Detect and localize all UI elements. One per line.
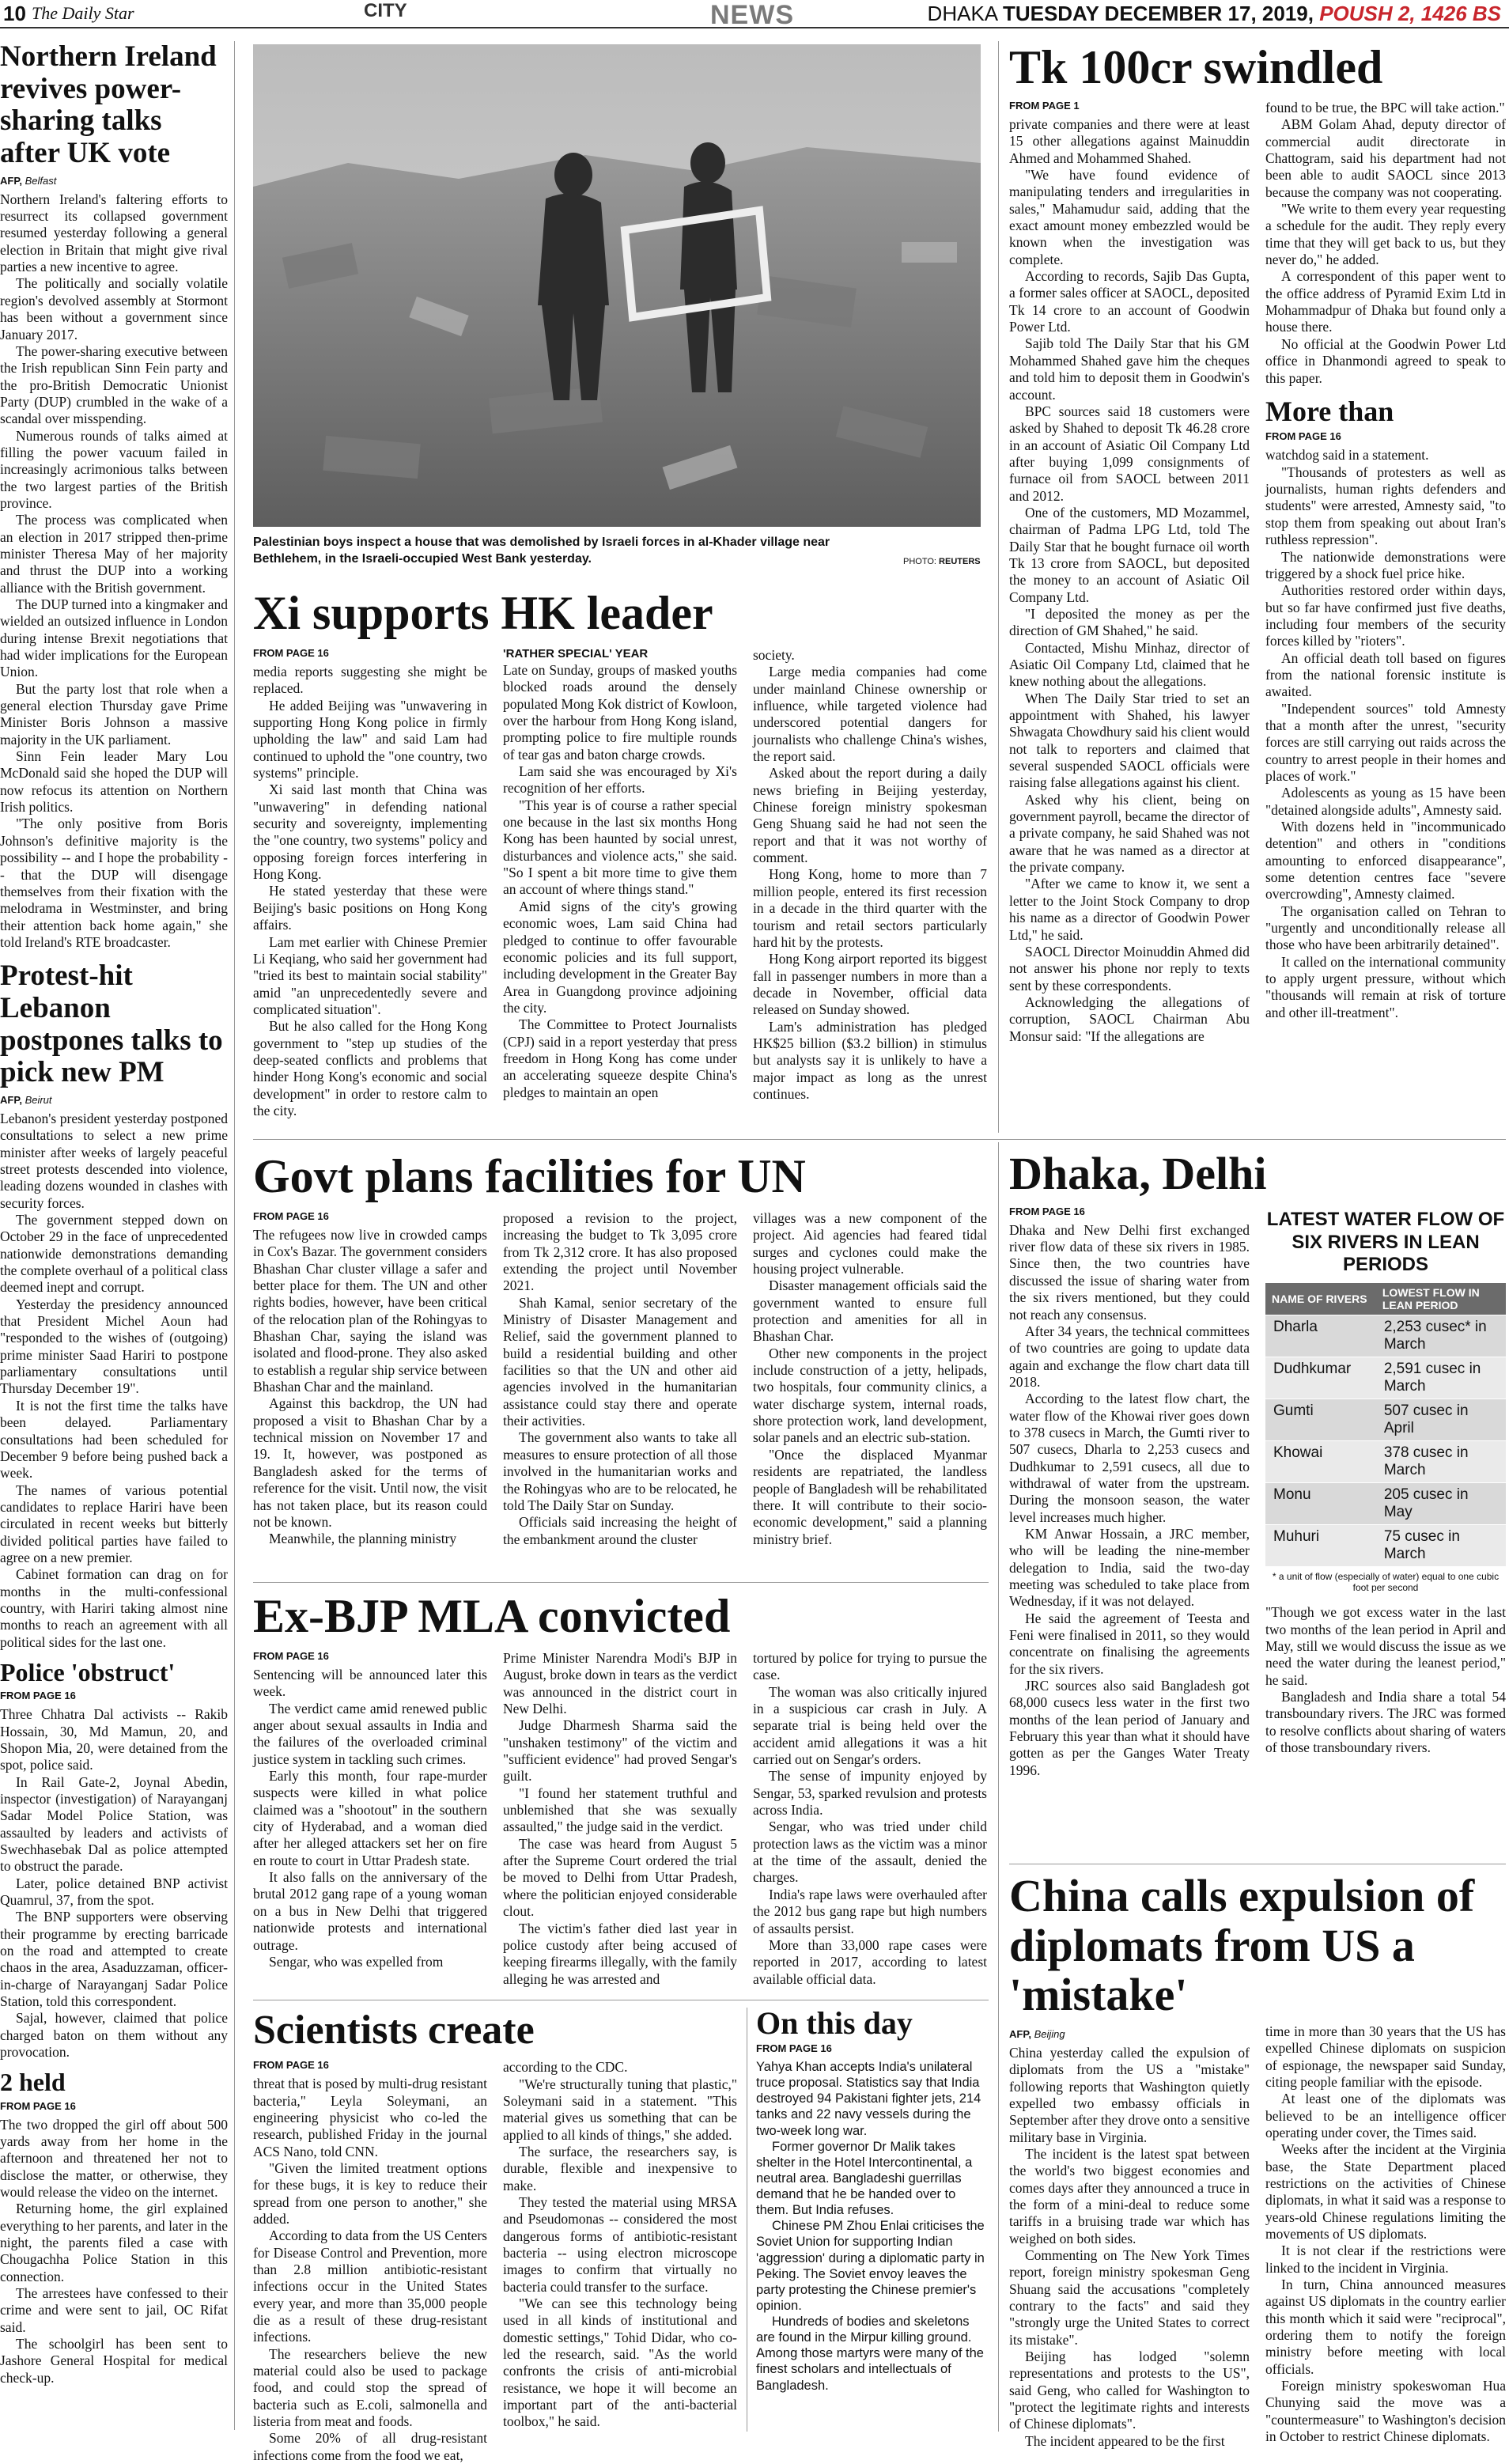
water-flow-table-box [1265,1209,1506,1593]
paragraph: Sengar, who was tried under child protection laws as the victim was a minor at the time of the assault, denied the charges. [753,1819,987,1886]
paragraph: "Independent sources" told Amnesty that a month after the unrest, "security forces are still carrying out raids across the country to arrest people in their homes and places of work." [1265,700,1506,784]
river-name: Monu [1265,1483,1376,1525]
paragraph: tortured by police for trying to pursue the case. [753,1650,987,1683]
paragraph: SAOCL Director Moinuddin Ahmed did not answer his phone nor reply to texts sent by these correspondents. [1009,943,1250,994]
dateline-city: DHAKA [927,2,997,25]
paragraph: Xi said last month that China was "unwavering" in defending national security and sovereignty, implementing the "one country, two systems" policy and opposing foreign forces interfering in Hong Kong. [253,782,487,883]
paragraph: society. [753,647,795,663]
paragraph: Chinese PM Zhou Enlai criticises the Soviet Union for supporting Indian 'aggression' during a diplomatic party in Peking. The Soviet envoy leaves the party protesting the Chinese premier's opinion. [756,2219,985,2313]
article-headline: Dhaka, Delhi [1009,1148,1267,1199]
article-column [253,1210,487,1548]
paragraph: Northern Ireland's faltering efforts to resurrect its collapsed government resumed yesterday following a general election in Britain that might give rival parties a new incentive to agree. [0,191,228,275]
river-flow: 2,591 cusec in March [1376,1357,1506,1399]
column-divider [234,41,235,2430]
paragraph: villages was a new component of the project. Aid agencies had feared tidal surges and cyclones could make the housing project vulnerable. [753,1210,987,1277]
article-byline: FROM PAGE 16 [0,2099,76,2112]
paragraph: "This year is of course a rather special one because in the last six months Hong Kong has been haunted by social unrest, disturbances and violence acts," she said. "So I spent a bit more time to give them an account of where things stand." [503,797,737,898]
article-column [503,1210,737,1548]
table-row [1265,1399,1506,1441]
agency: AFP, [0,174,22,187]
paragraph: Sinn Fein leader Mary Lou McDonald said she hoped the DUP will now refocus its attention on Northern Irish politics. [0,748,228,816]
table-row [1265,1483,1506,1525]
article-dhaka-delhi [1009,1149,1506,1860]
article-headline: More than [1265,395,1394,427]
article-body [0,2117,228,2387]
article-column [253,1650,487,1988]
article-byline: FROM PAGE 16 [1265,430,1341,443]
paragraph: BPC sources said 18 customers were asked by Shahed to deposit Tk 46.28 crore in an account of Asiatic Oil Company Ltd after buying 1,099 consignments of furnace oil from SAOCL between 2011 and 2012. [1009,403,1250,504]
paragraph: A correspondent of this paper went to the office address of Pyramid Exim Ltd in Mohammadpur of Dhaka but found only a house there. [1265,268,1506,335]
article-body [253,1227,487,1548]
paragraph: The researchers believe the new material could also be used to package food, and could stop the spread of bacteria such as E.coli, salmonella and listeria from meat and foods. [253,2345,487,2430]
paragraph: He added Beijing was "unwavering in supporting Hong Kong police in firmly upholding the law" and said Lam had continued to uphold the "one country, two systems" principle. [253,697,487,782]
article-body [1265,1604,1506,1756]
paragraph: Beijing has lodged "solemn representations and protests to the US", said Geng, who called for Washington to "protect the legitimate rights and interests of Chinese diplomats". [1009,2349,1250,2432]
paragraph: According to data from the US Centers for Disease Control and Prevention, more than 2.8 million antibiotic-resistant infections occur in the United States every year, and more than 35,000 people die as a result of these drug-resistant infections. [253,2227,487,2345]
paragraph: Former governor Dr Malik takes shelter in the Hotel Intercontinental, a neutral area. Bangladeshi guerrillas demand that he be handed over to them. But India refuses. [756,2139,973,2218]
paragraph: Hong Kong, home to more than 7 million people, entered its first recession in a decade in the third quarter with the tourism and retail sectors particularly hard hit by the protests. [753,866,987,950]
place: Belfast [25,174,57,187]
article-headline: Police 'obstruct' [0,1657,176,1686]
paragraph: Lam met earlier with Chinese Premier Li Keqiang, who said her government had "tried its best to maintain social stability" amid "an unprecedentedly severe and complicated situation". [253,933,487,1017]
article-column [503,1650,737,1988]
article-byline: FROM PAGE 16 [253,647,329,659]
article-headline: Xi supports HK leader [253,587,713,639]
agency: AFP, [1009,2027,1031,2040]
river-flow: 507 cusec in April [1376,1399,1506,1441]
article-byline: FROM PAGE 1 [1009,100,1080,112]
paragraph: He stated yesterday that these were Beijing's basic positions on Hong Kong affairs. [253,883,487,933]
paragraph: The verdict came amid renewed public anger about sexual assaults in India and the failures of the overloaded criminal justice system in tackling such crimes. [253,1700,487,1767]
paragraph: "We can see this technology being used in all kinds of institutional and domestic settings," Tohid Didar, who co-led the research, said. "As the world confronts the crisis of anti-microbial resistance, we hope it will become an important part of the anti-bacterial toolbox," he said. [503,2296,737,2430]
table-row [1265,1357,1506,1399]
paragraph: Three Chhatra Dal activists -- Rakib Hossain, 30, Md Mamun, 20, and Shopon Mia, 20, were detained from the spot, police said. [0,1706,228,1773]
paragraph: Acknowledging the allegations of corruption, SAOCL Chairman Abu Monsur said: "If the allegations are [1009,994,1250,1044]
paragraph: JRC sources also said Bangladesh got 68,000 cusecs less water in the first two months of the lean period of January and February this year than what it should have gotten as per the Ganges Water Treaty 1996. [1009,1678,1250,1778]
article-body [1009,116,1250,1045]
article-scientists [253,2008,737,2463]
article-byline: FROM PAGE 16 [756,2042,832,2054]
article-body [253,664,487,1119]
paragraph: threat that is posed by multi-drug resistant bacteria," Leyla Soleymani, an engineering physicist who co-led the research, published Friday in the journal ACS Nano, told CNN. [253,2076,487,2159]
paragraph: Meanwhile, the planning ministry [269,1531,457,1547]
paragraph: The sense of impunity enjoyed by Sengar, 53, sparked revulsion and protests across India. [753,1768,987,1819]
article-column [253,647,487,1119]
paragraph: media reports suggesting she might be replaced. [253,664,487,697]
article-body [503,2059,737,2431]
article-headline: Tk 100cr swindled [1009,41,1383,93]
water-flow-table [1265,1283,1506,1566]
river-name: Khowai [1265,1441,1376,1483]
agency: AFP, [0,1093,22,1106]
river-name: Dudhkumar [1265,1357,1376,1399]
article-headline: 2 held [0,2068,66,2097]
paragraph: Later, police detained BNP activist Quamrul, 37, from the spot. [0,1875,228,1908]
paragraph: The power-sharing executive between the Irish republican Sinn Fein party and the pro-British Democratic Unionist Party (DUP) crumbled in the wake of a scandal over misspending. [0,343,228,427]
article-byline: FROM PAGE 16 [253,2059,329,2072]
article-xi [253,587,989,1125]
article-tk-swindled [1009,41,1506,1133]
paragraph: proposed a revision to the project, increasing the budget to Tk 3,095 crore from Tk 2,312 crore. It has also proposed extending the project until November 2021. [503,1210,737,1294]
river-flow: 2,253 cusec* in March [1376,1315,1506,1357]
subheading: 'RATHER SPECIAL' YEAR [503,647,649,660]
paragraph: "Given the limited treatment options for these bugs, it is key to reduce their spread from one person to another," she added. [253,2159,487,2227]
table-header: LOWEST FLOW IN LEAN PERIOD [1376,1283,1506,1315]
paragraph: But the party lost that role when a general election Thursday gave Prime Minister Boris Johnson a massive majority in the UK parliament. [0,680,228,748]
paragraph: Asked about the report during a daily news briefing in Beijing yesterday, Chinese foreign ministry spokesman Geng Shuang said he had not seen the report and that it was not worthy of comment. [753,765,987,866]
paragraph: The schoolgirl has been sent to Jashore General Hospital for medical check-up. [0,2336,228,2386]
article-column [1009,2023,1250,2450]
paragraph: Other new components in the project include construction of a jetty, helipads, two hospitals, four community clinics, a water discharge system, internal roads, shore protection work, land development, solar panels and an electric sub-station. [753,1345,987,1446]
demolished-house-photo [253,44,981,527]
article-column [503,647,737,1119]
left-column [0,41,228,2430]
news-photo [253,44,981,527]
paragraph: The incident is the latest spat between the world's two biggest economies and comes days after they announced a truce in the form of a mini-deal to reduce some tariffs in a bruising trade war which has weighed on both sides. [1009,2145,1250,2246]
article-body [503,1650,737,1988]
paragraph: watchdog said in a statement. [1265,447,1429,464]
paragraph: Returning home, the girl explained everything to her parents, and later in the night, the parents filed a case with Chougachha Police Station in this connection. [0,2201,228,2284]
river-flow: 205 cusec in May [1376,1483,1506,1525]
article-body [753,1650,987,1988]
paragraph: According to the latest flow chart, the water flow of the Khowai river goes down to 378 cusecs in March, the Gumti river to 507 cusecs, Dharla to 2,253 cusecs and Dudhkumar to 2,591 cusecs, all due to withdrawal of water from the upstream. During the monsoon season, the water level increases much higher. [1009,1391,1250,1525]
paragraph: It also falls on the anniversary of the brutal 2012 gang rape of a young woman on a bus in New Delhi that triggered nationwide protests and international outrage. [253,1869,487,1953]
paragraph: time in more than 30 years that the US has expelled Chinese diplomats on suspicion of espionage, the newspaper said Sunday, citing people familiar with the episode. [1265,2023,1506,2090]
table-row [1265,1525,1506,1567]
paragraph: The politically and socially volatile region's devolved assembly at Stormont has been without a government since January 2017. [0,275,228,343]
paragraph: One of the customers, MD Mozammel, chairman of Padma LPG Ltd, told The Daily Star that he bought furnace oil worth Tk 13 crore from SAOCL, but deposited the money to an account of Asiatic Oil Company Ltd. [1009,504,1250,605]
paragraph: "We have found evidence of manipulating tenders and irregularities in sales," Mahamudur said, adding that the exact amount money embezzled would be known when the investigation was complete. [1009,167,1250,267]
table-row [1265,1441,1506,1483]
article-body [753,647,987,1103]
article-byline: FROM PAGE 16 [253,1650,329,1662]
article-headline: China calls expulsion of diplomats from US a 'mistake' [1009,1870,1475,2021]
article-column [753,1210,987,1548]
paragraph: "I found her statement truthful and unblemished that she was sexually assaulted," the judge said in the verdict. [503,1785,737,1835]
paragraph: Numerous rounds of talks aimed at filling the power vacuum failed in increasingly acrimonious talks between the two largest parties of the British province. [0,427,228,511]
article-body [1265,2023,1506,2446]
paragraph: Against this backdrop, the UN had proposed a visit to Bhashan Char by a technical mission on November 17 and 19. It, however, was postponed as Bangladesh asked for the terms of reference for the visit. Until now, the visit has not taken place, but its reason could not be known. [253,1395,487,1530]
paragraph: Authorities restored order within days, but so far have confirmed just five deaths, including four members of the security forces killed by "rioters". [1265,582,1506,649]
column-divider [998,41,999,1133]
place: Beijing [1034,2027,1065,2040]
dateline-date: TUESDAY DECEMBER 17, 2019, [1002,2,1314,25]
paragraph: Amid signs of the city's growing economic woes, Lam said China had pledged to continue to offer favourable economic policies and its full support, including development in the Greater Bay Area in Guangdong province adjoining the city. [503,898,737,1016]
paragraph: "After we came to know it, we sent a letter to the Joint Stock Company to drop his name as a director of Goodwin Power Ltd," he said. [1009,876,1250,943]
article-body [1265,447,1506,1021]
river-name: Muhuri [1265,1525,1376,1567]
paragraph: Cabinet formation can drag on for months in the multi-confessional country, with Hariri taking almost nine months to reach an agreement with all political sides for the last one. [0,1566,228,1650]
article-headline: Northern Ireland revives power-sharing talks after UK vote [0,40,217,170]
paragraph: Commenting on The New York Times report, foreign ministry spokesman Geng Shuang said the accusations "completely contrary to the facts" and said they "strongly urge the United States to correct its mistake". [1009,2247,1250,2348]
paragraph: "Though we got excess water in the last two months of the lean period in April and May, still we would discuss the issue as we need the water during the leanest period," he said. [1265,1604,1506,1688]
paragraph: The DUP turned into a kingmaker and wielded an outsized influence in London during intense Brexit negotiations that had wider implications for the European Union. [0,596,228,680]
article-headline: Scientists create [253,2008,535,2053]
paragraph: According to records, Sajib Das Gupta, a former sales officer at SAOCL, deposited Tk 14 crore to an account of Goodwin Power Ltd. [1009,268,1250,335]
article-column [1009,100,1250,1045]
article-column [753,647,987,1119]
river-name: Gumti [1265,1399,1376,1441]
paragraph: The woman was also critically injured in a suspicious car crash in July. A separate trial is being held over the accident amid allegations it was a hit carried out on Sengar's orders. [753,1683,987,1768]
paragraph: Early this month, four rape-murder suspects were killed in what police claimed was a "shootout" in the southern city of Hyderabad, and a woman died after her alleged attackers set her on fire en route to court in Uttar Pradesh state. [253,1768,487,1868]
table-note: * a unit of flow (especially of water) equal to one cubic foot per second [1272,1571,1500,1594]
river-flow: 75 cusec in March [1376,1525,1506,1567]
paragraph: "The only positive from Boris Johnson's definitive majority is the possibility -- and I hope the probability -- that the DUP will disengage themselves from their fixation with the melodrama in Westminster, and bring their attention back home again," she told Ireland's RTE broadcaster. [0,816,228,950]
paragraph: Foreign ministry spokeswoman Hua Chunying said the move was a "countermeasure" to Washington's decision in October to restrict Chinese diplomats. [1265,2378,1506,2445]
article-body [753,1210,987,1548]
article-body [1009,2045,1250,2450]
dateline [928,2,1501,26]
paragraph: Sentencing will be announced later this week. [253,1667,487,1700]
paragraph: Late on Sunday, groups of masked youths blocked roads around the densely populated Mong Kok district of Kowloon, over the harbour from Hong Kong island, prompting police to fire multiple rounds of tear gas and baton charge crowds. [503,662,737,763]
paragraph: "Thousands of protesters as well as journalists, human rights defenders and students" were arrested, Amnesty said, "to stop them from speaking out about Iran's ruthless repression". [1265,464,1506,548]
article-headline: Ex-BJP MLA convicted [253,1590,731,1642]
paragraph: Yesterday the presidency announced that President Michel Aoun had "responded to the wishes of (outgoing) prime minister Saad Hariri to postpone parliamentary consultations until Thursday December 19". [0,1296,228,1397]
paragraph: When The Daily Star tried to set an appointment with Shahed, his lawyer Shwagata Chowdhury said his client would not talk to reporters and claimed that several suspended SAOCL officials were raising false allegations against his client. [1009,690,1250,791]
paragraph: The process was complicated when an election in 2017 stripped then-prime minister Theresa May of her majority and thrust the DUP into a working alliance with the British government. [0,512,228,596]
paragraph: With dozens held in "incommunicado detention" and others in "conditions amounting to enforced disappearance", some detention centres face "severe overcrowding", Amnesty claimed. [1265,819,1506,903]
article-headline: Govt plans facilities for UN [253,1150,806,1202]
paragraph: "I deposited the money as per the direction of GM Shahed," he said. [1009,605,1250,639]
article-column [253,2059,487,2464]
article-ex-bjp [253,1590,989,2001]
article-column [1265,1206,1506,1779]
paragraph: In turn, China announced measures against US diplomats in the country earlier this month which it said were "reciprocal", ordering them to notify the foreign ministry before meeting with local officials. [1265,2277,1506,2377]
credit-label: PHOTO: [903,557,936,566]
paragraph: Prime Minister Narendra Modi's BJP in August, broke down in tears as the verdict was announced in the district court in New Delhi. [503,1650,737,1717]
section-rule [253,1582,989,1583]
article-body [756,2059,989,2394]
paragraph: Some 20% of all drug-resistant infections come from the food we eat, [253,2430,487,2463]
paragraph: Asked why his client, being on government payroll, became the director of a private company, he said Shahed was not aware that he was named as a director at the private company. [1009,791,1250,876]
paragraph: At least one of the diplomats was believed to be an intelligence officer operating under cover, the Times said. [1265,2091,1506,2140]
article-body [253,2076,487,2464]
article-body [1265,100,1506,387]
paragraph: The organisation called on Tehran to "urgently and unconditionally release all those who have been arbitrarily detained". [1265,903,1506,953]
paragraph: The names of various potential candidates to replace Hariri have been circulated in recent weeks but bitterly divided political parties have failed to agree on a new premier. [0,1482,228,1565]
article-column [1009,1206,1250,1779]
on-this-day-box [756,2006,989,2433]
paragraph: Judge Dharmesh Sharma said the "unshaken testimony" of the victim and "sufficient evidence" had proved Sengar's guilt. [503,1717,737,1785]
paragraph: After 34 years, the technical committees of two countries are going to update data again and exchange the flow chart data till 2018. [1009,1323,1250,1390]
paragraph: found to be true, the BPC will take action." [1265,100,1505,115]
paragraph: The BNP supporters were observing their programme by erecting barricade on the road and attempted to create chaos in the area, Asaduzzaman, officer-in-charge of Narayanganj Sadar Police Station, told this correspondent. [0,1909,228,2009]
paragraph: It is not clear if the restrictions were linked to the incident in Virginia. [1265,2243,1506,2276]
paragraph: The surface, the researchers say, is durable, flexible and inexpensive to make. [503,2143,737,2193]
article-headline: Protest-hit Lebanon postpones talks to pick new PM [0,959,223,1089]
paragraph: No official at the Goodwin Power Ltd office in Dhanmondi agreed to speak to this paper. [1265,335,1506,386]
paragraph: The nationwide demonstrations were triggered by a shock fuel price hike. [1265,548,1506,581]
table-header: NAME OF RIVERS [1265,1283,1376,1315]
paragraph: In Rail Gate-2, Joynal Abedin, inspector (investigation) of Narayanganj Sadar Model Police Station, was assaulted by leaders and activists of Swechhasebak Dal as police attempted to obstruct the parade. [0,1773,228,1875]
article-body [253,1667,487,1970]
paragraph: Dhaka and New Delhi first exchanged river flow data of these six rivers in 1985. Since then, the two countries have discussed the issue of sharing water from the six rivers mentioned, but they could not reach any consensus. [1009,1221,1250,1323]
paragraph: India's rape laws were overhauled after the 2012 bus gang rape but high numbers of assaults persist. [753,1886,987,1936]
paragraph: The victim's father died last year in police custody after being accused of keeping firearms illegally, with the family alleging he was arrested and [503,1920,737,1987]
paragraph: Lam's administration has pledged HK$25 billion ($3.2 billion) in stimulus but analysts say it is unlikely to have a major impact as long as the unrest continues. [753,1018,987,1102]
article-byline: FROM PAGE 16 [1009,1205,1085,1217]
article-body [1009,1222,1250,1779]
section-rule [253,1139,1506,1140]
table-row [1265,1315,1506,1357]
paragraph: He said the agreement of Teesta and Feni were finalised in 2011, so they would concentrate on finalising the agreements for the six rivers. [1009,1610,1250,1677]
article-column [1265,100,1506,1045]
paragraph: Yahya Khan accepts India's unilateral truce proposal. Statistics say that India destroyed 94 Pakistani fighter jets, 214 tanks and 22 navy vessels during the two-week long war. [756,2060,981,2138]
article-china [1009,1870,1506,2449]
article-headline: On this day [756,2005,913,2041]
article-dateline [0,175,228,187]
masthead: The Daily Star [32,3,134,23]
article-body [0,1706,228,2061]
paragraph: Sajal, however, claimed that police charged baton on them without any provocation. [0,2010,228,2061]
article-byline: FROM PAGE 16 [0,1690,76,1702]
paragraph: The incident appeared to be the first [1025,2432,1225,2449]
paragraph: The two dropped the girl off about 500 yards away from her home in the afternoon and threatened her not to disclose the matter, or otherwise, they would release the video on the internet. [0,2116,228,2200]
photo-caption: Palestinian boys inspect a house that was demolished by Israeli forces in al-Khader village near Bethlehem, in the Israeli-occupied West Bank yesterday. [253,536,830,566]
paragraph: The Committee to Protect Journalists (CPJ) said in a report yesterday that press freedom in Hong Kong has come under an accelerating squeeze despite China's pledges to maintain an open [503,1016,737,1100]
river-flow: 378 cusec in March [1376,1441,1506,1483]
paragraph: More than 33,000 rape cases were reported in 2017, according to latest available official data. [753,1936,987,1987]
article-dateline [0,1094,228,1106]
river-name: Dharla [1265,1315,1376,1357]
paragraph: Shah Kamal, senior secretary of the Ministry of Disaster Management and Relief, said the government planned to build a residential building and other facilities so that the UN and other aid agencies involved in the humanitarian assistance could stay there and operate their activities. [503,1294,737,1429]
paragraph: KM Anwar Hossain, a JRC member, who will be leading the nine-member delegation to India, said the two-day meeting was scheduled to take place from Wednesday, if it was not delayed. [1009,1525,1250,1610]
paragraph: "We write to them every year requesting a schedule for the audit. They reply every time that they will get back to us, but they never do," he added. [1265,201,1506,268]
table-title: LATEST WATER FLOW OF SIX RIVERS IN LEAN PERIODS [1266,1208,1505,1276]
paragraph: Adolescents as young as 15 have been "detained alongside adults", Amnesty said. [1265,785,1506,818]
paragraph: They tested the material using MRSA and Pseudomonas -- considered the most dangerous forms of antibiotic-resistant bacteria -- using electron microscope images to confirm that virtually no bacteria could transfer to the surface. [503,2193,737,2295]
article-column [1265,2023,1506,2450]
paragraph: The arrestees have confessed to their crime and were sent to jail, OC Rifat said. [0,2285,228,2335]
paragraph: "We're structurally tuning that plastic," Soleymani said in a statement. "This material gives us something that can be applied to all kinds of things," she added. [503,2076,737,2143]
paragraph: ABM Golam Ahad, deputy director of commercial audit directorate in Chattogram, said his department had not been able to audit SAOCL since 2013 because the company was not cooperating. [1265,116,1506,200]
paragraph: It is not the first time the talks have been delayed. Parliamentary consultations had been scheduled for December 9 before being pushed back a week. [0,1397,228,1482]
paragraph: Officials said increasing the height of the embankment around the cluster [503,1514,737,1547]
paragraph: "Once the displaced Myanmar residents are repatriated, the landless people of Bangladesh will be rehabilitated there. It will contribute to their socio-economic development," said a planning ministry brief. [753,1446,987,1547]
article-body [0,1111,228,1651]
page-number: 10 [3,2,26,25]
credit-source: REUTERS [939,557,981,566]
paragraph: Lebanon's president yesterday postponed consultations to select a new prime minister after weeks of largely peaceful street protests descended into violence, leading dozens wounded in clashes with security forces. [0,1110,228,1211]
paragraph: Hundreds of bodies and skeletons are found in the Mirpur killing ground. Among those martyrs were many of the finest scholars and intellectuals of Bangladesh. [756,2314,984,2393]
paragraph: Sajib told The Daily Star that his GM Mohammed Shahed gave him the cheques and told him to deposit them in Goodwin's account. [1009,335,1250,403]
paragraph: But he also called for the Hong Kong government to "step up studies of the deep-seated conflicts and problems that hinder Hong Kong's economic and social development" in order to restore calm to the city. [253,1018,487,1118]
paragraph: China yesterday called the expulsion of diplomats from the US a "mistake" following reports that Washington quietly expelled two embassy officials in September after they drove onto a sensitive military base in Virginia. [1009,2044,1250,2145]
section-label: CITY [364,0,407,21]
paragraph: The refugees now live in crowded camps in Cox's Bazar. The government considers Bhashan Char cluster village a safer and better place for them. The UN and other rights bodies, however, have been critical of the relocation plan of the Rohingyas to Bhashan Char, saying the island was isolated and flood-prone. They also asked to establish a regular ship service between Bhashan Char and the mainland. [253,1227,487,1395]
paragraph: Large media companies had come under mainland Chinese ownership or influence, while targeted violence had underscored potential dangers for journalists who challenge China's wishes, the report said. [753,664,987,765]
article-dateline [1009,2028,1250,2040]
paragraph: It called on the international community to apply urgent pressure, without which "thousands will remain at risk of torture and other ill-treatment". [1265,953,1506,1020]
article-byline: FROM PAGE 16 [253,1210,329,1222]
paragraph: An official death toll based on figures from the national forensic institute is awaited. [1265,649,1506,700]
paragraph: Contacted, Mishu Minhaz, director of Asiatic Oil Company Ltd, claimed that he knew nothing about the allegations. [1009,639,1250,690]
article-body [0,191,228,951]
paragraph: Disaster management officials said the government wanted to ensure full protection and amenities for all in Bhashan Char. [753,1277,987,1345]
column-divider [998,1142,999,2432]
article-govt-plans [253,1150,989,1585]
dateline-bangla-date: POUSH 2, 1426 BS [1319,2,1501,25]
paragraph: The case was heard from August 5 after the Supreme Court ordered the trial be moved to Delhi from Uttar Pradesh, where the politician enjoyed considerable clout. [503,1835,737,1920]
paragraph: Sengar, who was expelled from [269,1953,444,1970]
photo-credit [903,557,981,566]
article-column [753,1650,987,1988]
paragraph: Weeks after the incident at the Virginia base, the State Department placed restrictions on the activities of Chinese diplomats, in what it said was a response to years-old Chinese regulations limiting the movements of US diplomats. [1265,2141,1506,2242]
place: Beirut [25,1093,52,1106]
paragraph: The government also wants to take all measures to ensure protection of all those involved in the humanitarian works and the Rohingyas who are to be relocated, he told The Daily Star on Sunday. [503,1429,737,1513]
paragraph: Bangladesh and India share a total 54 transboundary rivers. The JRC was formed to resolve conflicts about sharing of waters of those transboundary rivers. [1265,1688,1506,1755]
article-body [503,662,737,1101]
paragraph: Lam said she was encouraged by Xi's recognition of her efforts. [503,763,737,797]
paragraph: Hong Kong airport reported its biggest fall in passenger numbers in more than a decade in November, official data released on Sunday showed. [753,951,987,1018]
article-column [503,2059,737,2464]
paragraph: The government stepped down on October 29 in the face of unprecedented nationwide demonstrations demanding the complete overhaul of a political class deemed inept and corrupt. [0,1212,228,1296]
paragraph: private companies and there were at least 15 other allegations against Mainuddin Ahmed and Mohammed Shahed. [1009,116,1250,166]
section-main-label: NEWS [710,0,794,30]
article-body [503,1210,737,1548]
paragraph: according to the CDC. [503,2059,628,2076]
